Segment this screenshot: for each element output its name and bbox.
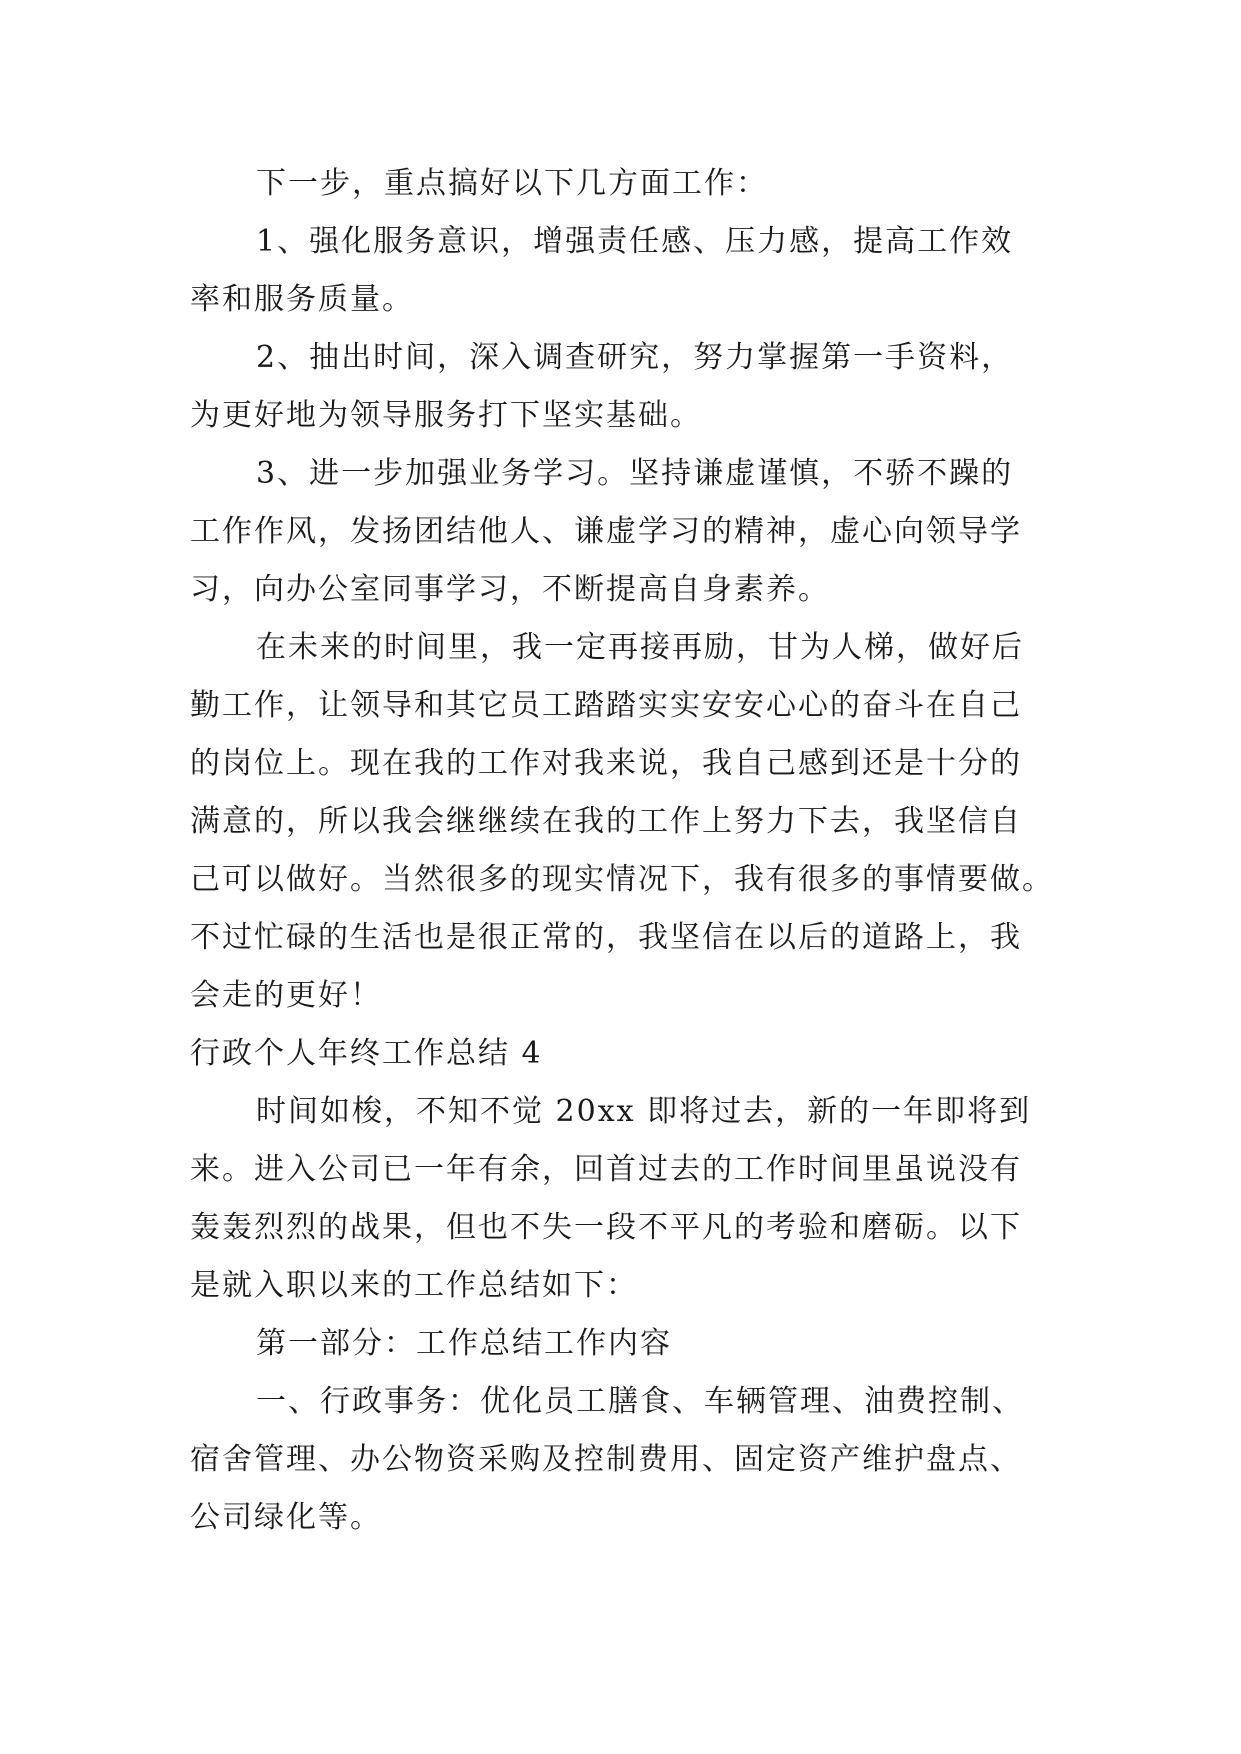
paragraph-line: 工作作风，发扬团结他人、谦虚学习的精神，虚心向领导学 — [190, 514, 1022, 549]
paragraph-line: 宿舍管理、办公物资采购及控制费用、固定资产维护盘点、 — [190, 1442, 1022, 1477]
paragraph-line: 满意的，所以我会继继续在我的工作上努力下去，我坚信自 — [190, 804, 1022, 839]
paragraph-line: 时间如梭，不知不觉 20xx 即将过去，新的一年即将到 — [256, 1094, 1032, 1129]
subsection-heading: 第一部分：工作总结工作内容 — [256, 1326, 672, 1361]
paragraph-line: 率和服务质量。 — [190, 282, 414, 317]
paragraph-line: 勤工作，让领导和其它员工踏踏实实安安心心的奋斗在自己 — [190, 688, 1022, 723]
paragraph-line: 是就入职以来的工作总结如下： — [190, 1268, 638, 1303]
paragraph-line: 公司绿化等。 — [190, 1500, 382, 1535]
paragraph-line: 习，向办公室同事学习，不断提高自身素养。 — [190, 572, 830, 607]
document-body — [190, 155, 1054, 1547]
paragraph-line: 轰轰烈烈的战果，但也不失一段不平凡的考验和磨砺。以下 — [190, 1210, 1022, 1245]
paragraph-line: 来。进入公司已一年有余，回首过去的工作时间里虽说没有 — [190, 1152, 1022, 1187]
paragraph-line: 下一步，重点搞好以下几方面工作： — [256, 166, 768, 201]
paragraph-line: 一、行政事务：优化员工膳食、车辆管理、油费控制、 — [256, 1384, 1024, 1419]
paragraph-line: 的岗位上。现在我的工作对我来说，我自己感到还是十分的 — [190, 746, 1022, 781]
paragraph-line: 3、进一步加强业务学习。坚持谦虚谨慎，不骄不躁的 — [256, 456, 1014, 491]
paragraph-line: 为更好地为领导服务打下坚实基础。 — [190, 398, 702, 433]
paragraph-line: 2、抽出时间，深入调查研究，努力掌握第一手资料， — [256, 340, 1014, 375]
section-heading: 行政个人年终工作总结 4 — [190, 1036, 543, 1071]
paragraph-line: 在未来的时间里，我一定再接再励，甘为人梯，做好后 — [256, 630, 1024, 665]
paragraph-line: 己可以做好。当然很多的现实情况下，我有很多的事情要做。 — [190, 862, 1054, 897]
paragraph-line: 会走的更好！ — [190, 978, 382, 1013]
paragraph-line: 1、强化服务意识，增强责任感、压力感，提高工作效 — [256, 224, 1014, 259]
paragraph-line: 不过忙碌的生活也是很正常的，我坚信在以后的道路上，我 — [190, 920, 1022, 955]
